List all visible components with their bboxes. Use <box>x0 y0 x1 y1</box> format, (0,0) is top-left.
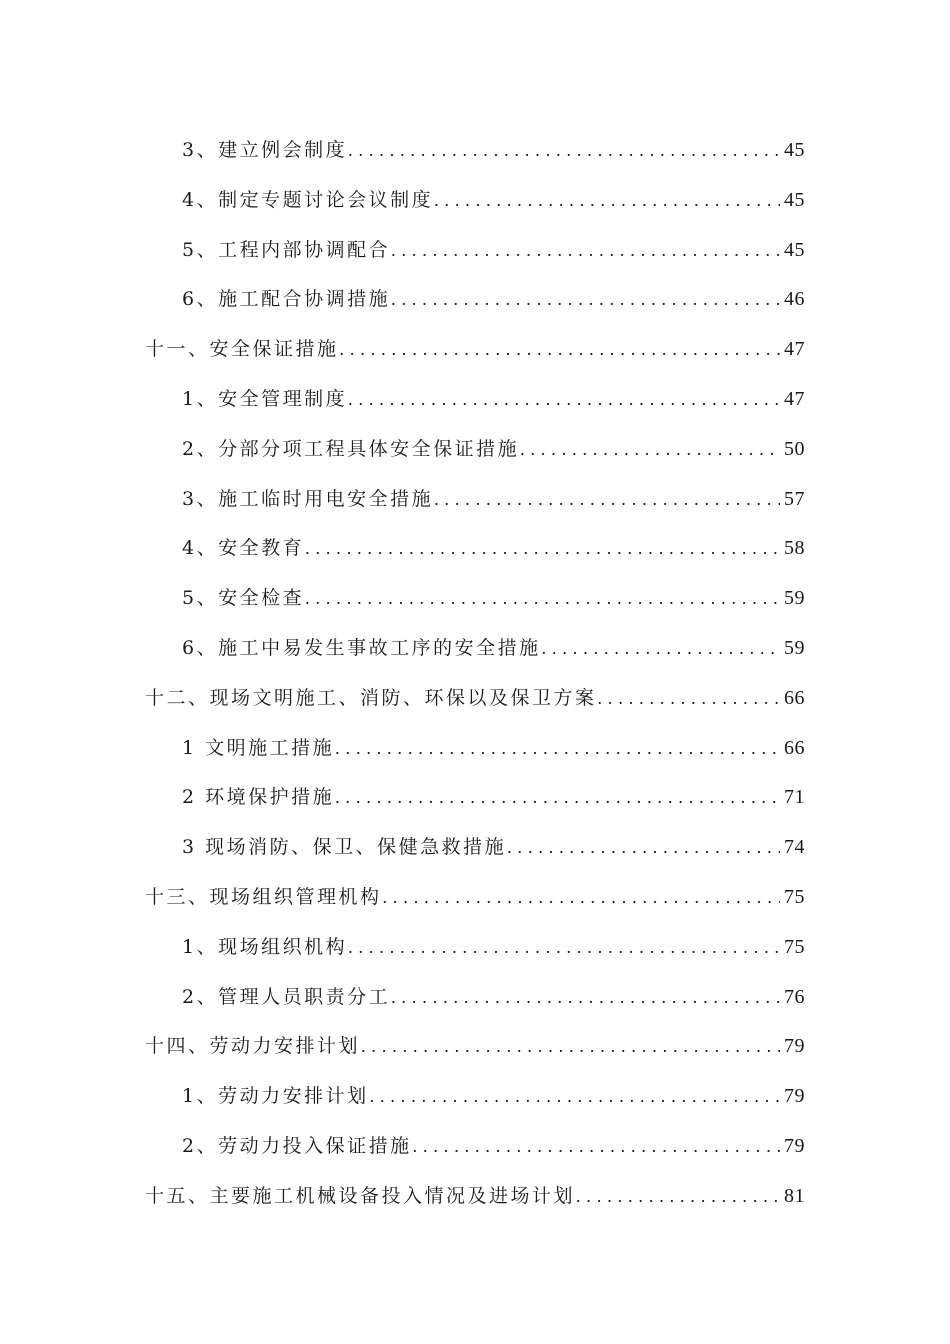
toc-entry-title: 3、施工临时用电安全措施 <box>182 487 434 510</box>
toc-entry-page: 57 <box>784 487 805 510</box>
toc-entry-title: 十五、主要施工机械设备投入情况及进场计划 <box>145 1184 576 1207</box>
toc-dot-leader <box>413 1122 780 1172</box>
toc-entry-title: 5、安全检查 <box>182 587 305 610</box>
toc-entry-page: 74 <box>784 836 805 859</box>
toc-entry-page: 50 <box>784 437 805 460</box>
toc-dot-leader <box>598 674 780 724</box>
toc-section-entry[interactable] <box>145 1172 805 1222</box>
toc-section-entry[interactable] <box>145 674 805 724</box>
toc-entry-title: 3、建立例会制度 <box>182 139 348 161</box>
toc-entry-title: 十一、安全保证措施 <box>145 338 339 361</box>
toc-entry-title: 2、管理人员职责分工 <box>182 985 391 1008</box>
toc-dot-leader <box>391 275 780 325</box>
toc-entry-page: 59 <box>784 587 805 610</box>
toc-section-entry[interactable] <box>145 325 805 375</box>
toc-entry[interactable] <box>145 226 805 276</box>
toc-entry-title: 2 环境保护措施 <box>182 786 335 809</box>
toc-dot-leader <box>348 375 780 425</box>
toc-entry-page: 66 <box>784 736 805 759</box>
toc-dot-leader <box>507 823 780 873</box>
toc-entry[interactable] <box>145 574 805 624</box>
toc-entry-title: 6、施工中易发生事故工序的安全措施 <box>182 636 541 659</box>
toc-entry-page: 66 <box>784 686 805 709</box>
toc-entry-page: 45 <box>784 238 805 261</box>
toc-entry-title: 3 现场消防、保卫、保健急救措施 <box>182 836 507 859</box>
toc-entry-title: 1、劳动力安排计划 <box>182 1085 369 1108</box>
toc-entry[interactable] <box>145 176 805 226</box>
toc-entry-page: 45 <box>784 139 805 161</box>
toc-entry[interactable] <box>145 425 805 475</box>
toc-entry-page: 75 <box>784 885 805 908</box>
toc-entry[interactable] <box>145 524 805 574</box>
toc-entry-page: 79 <box>784 1134 805 1157</box>
toc-entry-title: 1、现场组织机构 <box>182 935 348 958</box>
toc-entry[interactable] <box>145 773 805 823</box>
toc-entry[interactable] <box>145 724 805 774</box>
toc-entry[interactable] <box>145 624 805 674</box>
toc-entry[interactable] <box>145 475 805 525</box>
toc-entry-page: 79 <box>784 1085 805 1108</box>
toc-entry-page: 81 <box>784 1184 805 1207</box>
toc-entry-title: 十四、劳动力安排计划 <box>145 1035 361 1058</box>
toc-entry[interactable] <box>145 1072 805 1122</box>
toc-entry[interactable] <box>145 973 805 1023</box>
toc-entry-title: 4、安全教育 <box>182 537 305 560</box>
toc-entry-page: 79 <box>784 1035 805 1058</box>
toc-dot-leader <box>520 425 780 475</box>
toc-dot-leader <box>542 624 780 674</box>
toc-entry-title: 2、分部分项工程具体安全保证措施 <box>182 437 520 460</box>
toc-entry-page: 59 <box>784 636 805 659</box>
toc-dot-leader <box>305 574 780 624</box>
toc-entry-title: 4、制定专题讨论会议制度 <box>182 188 434 211</box>
table-of-contents <box>145 126 805 1222</box>
toc-dot-leader <box>434 176 780 226</box>
toc-entry-page: 45 <box>784 188 805 211</box>
toc-entry-title: 1 文明施工措施 <box>182 736 335 759</box>
toc-entry-page: 47 <box>784 387 805 410</box>
toc-section-entry[interactable] <box>145 1022 805 1072</box>
toc-dot-leader <box>370 1072 780 1122</box>
toc-entry-page: 75 <box>784 935 805 958</box>
toc-dot-leader <box>576 1172 780 1222</box>
toc-entry-page: 46 <box>784 288 805 311</box>
toc-entry[interactable] <box>145 1122 805 1172</box>
toc-entry-title: 十三、现场组织管理机构 <box>145 885 382 908</box>
toc-entry-title: 6、施工配合协调措施 <box>182 288 391 311</box>
toc-entry-page: 71 <box>784 786 805 809</box>
toc-dot-leader <box>348 126 780 176</box>
toc-dot-leader <box>361 1022 780 1072</box>
toc-dot-leader <box>383 873 780 923</box>
toc-entry[interactable] <box>145 823 805 873</box>
toc-entry-title: 5、工程内部协调配合 <box>182 238 391 261</box>
toc-dot-leader <box>305 524 780 574</box>
toc-entry-title: 1、安全管理制度 <box>182 387 348 410</box>
toc-dot-leader <box>340 325 780 375</box>
toc-entry-page: 58 <box>784 537 805 560</box>
toc-entry[interactable] <box>145 375 805 425</box>
toc-entry[interactable] <box>145 275 805 325</box>
toc-section-entry[interactable] <box>145 873 805 923</box>
toc-entry-page: 47 <box>784 338 805 361</box>
toc-entry[interactable] <box>145 126 805 176</box>
toc-entry-page: 76 <box>784 985 805 1008</box>
toc-entry-title: 2、劳动力投入保证措施 <box>182 1134 412 1157</box>
toc-dot-leader <box>335 724 780 774</box>
toc-entry[interactable] <box>145 923 805 973</box>
toc-dot-leader <box>391 973 780 1023</box>
toc-entry-title: 十二、现场文明施工、消防、环保以及保卫方案 <box>145 686 597 709</box>
toc-dot-leader <box>335 773 780 823</box>
toc-dot-leader <box>391 226 780 276</box>
toc-dot-leader <box>434 475 780 525</box>
toc-dot-leader <box>348 923 780 973</box>
